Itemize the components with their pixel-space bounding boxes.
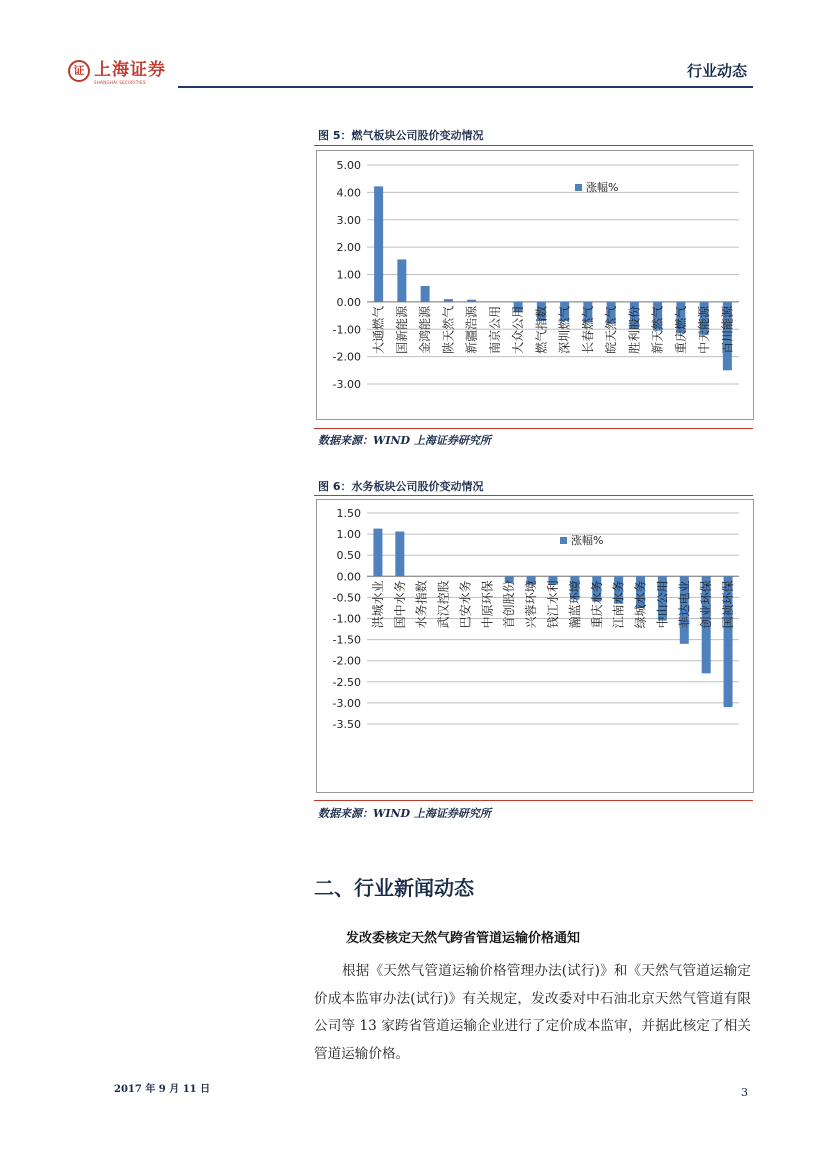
report-type-title: 行业动态 <box>686 62 747 80</box>
category-label: 百川能源 <box>720 305 735 354</box>
bar-1 <box>374 186 383 302</box>
y-tick-label: 0.50 <box>336 549 361 563</box>
y-tick-label: -2.00 <box>332 350 361 364</box>
page-number: 3 <box>741 1086 748 1099</box>
figure-6-title-rule <box>314 495 753 496</box>
category-label: 钱江水利 <box>546 580 560 629</box>
bar-3 <box>421 286 430 302</box>
y-tick-label: -3.00 <box>332 696 361 710</box>
bar-1 <box>373 529 382 577</box>
category-label: 深圳燃气 <box>557 305 572 354</box>
category-label: 武汉控股 <box>436 580 451 629</box>
category-label: 创业环保 <box>699 580 714 629</box>
category-label: 江南水务 <box>611 580 626 629</box>
category-label: 首创股份 <box>502 580 517 629</box>
y-tick-label: -2.50 <box>332 675 361 689</box>
category-label: 胜利股份 <box>627 305 642 354</box>
category-label: 陕天然气 <box>441 305 456 354</box>
category-label: 菲达电业 <box>677 580 692 629</box>
legend-swatch <box>575 184 582 191</box>
category-label: 长春燃气 <box>580 305 595 354</box>
category-label: 中天能源 <box>697 305 712 354</box>
logo-text: 上海证券 <box>94 60 166 80</box>
header-divider <box>178 86 753 88</box>
y-tick-label: -3.00 <box>332 378 361 391</box>
y-tick-label: 0.00 <box>336 570 361 584</box>
bar-2 <box>397 259 406 301</box>
category-label: 国中水务 <box>392 580 407 629</box>
y-tick-label: -1.00 <box>332 612 361 626</box>
category-label: 重庆水务 <box>589 580 604 629</box>
category-label: 瀚蓝环境 <box>567 580 582 629</box>
category-label: 国新能源 <box>394 305 409 354</box>
y-tick-label: 0.00 <box>336 295 361 309</box>
figure-6-bottom-rule <box>314 800 753 801</box>
news-title: 发改委核定天然气跨省管道运输价格通知 <box>346 931 581 946</box>
logo-seal-icon: 证 <box>68 60 90 82</box>
gas-sector-price-change-chart <box>317 151 753 419</box>
category-label: 燃气指数 <box>534 305 549 354</box>
category-label: 新疆浩源 <box>464 305 479 354</box>
y-tick-label: -2.00 <box>332 654 361 668</box>
y-tick-label: 1.00 <box>336 268 361 282</box>
category-label: 重庆燃气 <box>673 305 688 354</box>
legend-label: 涨幅% <box>586 181 619 194</box>
category-label: 大通燃气 <box>371 305 386 354</box>
category-label: 国祯环保 <box>721 580 736 629</box>
category-label: 兴蓉环境 <box>524 580 539 629</box>
company-logo <box>68 60 178 88</box>
legend-label: 涨幅% <box>571 534 604 547</box>
figure-5-source: 数据来源：WIND 上海证券研究所 <box>318 434 491 447</box>
category-label: 大众公用 <box>511 305 526 354</box>
category-label: 南京公用 <box>487 305 502 354</box>
figure-6-source: 数据来源：WIND 上海证券研究所 <box>318 807 491 820</box>
figure-5-chart-frame <box>316 150 754 420</box>
y-tick-label: 4.00 <box>336 186 361 200</box>
y-tick-label: 1.50 <box>336 507 361 520</box>
section-heading: 二、行业新闻动态 <box>314 876 474 900</box>
figure-6-title: 图 6：水务板块公司股价变动情况 <box>318 480 484 493</box>
y-tick-label: -3.50 <box>332 718 361 731</box>
bar-4 <box>444 299 453 302</box>
category-label: 水务指数 <box>414 580 429 629</box>
category-label: 中山公用 <box>655 580 670 629</box>
figure-5-title-rule <box>314 145 753 146</box>
y-tick-label: 2.00 <box>336 241 361 255</box>
category-label: 中原环保 <box>480 580 495 629</box>
category-label: 巴安水务 <box>458 580 473 629</box>
figure-6-chart-frame <box>316 499 754 793</box>
category-label: 金鸿能源 <box>418 305 433 354</box>
footer-date: 2017 年 9 月 11 日 <box>114 1084 211 1095</box>
bar-2 <box>395 532 404 577</box>
figure-5-bottom-rule <box>314 428 753 429</box>
water-sector-price-change-chart <box>317 500 753 792</box>
bar-5 <box>467 300 476 302</box>
y-tick-label: -1.00 <box>332 323 361 337</box>
y-tick-label: 5.00 <box>336 159 361 172</box>
news-body: 根据《天然气管道运输价格管理办法(试行)》和《天然气管道运输定价成本监审办法(试行)》有关规定，发改委对中石油北京天然气管道有限公司等 13 家跨省管道运输企业进行了定价成本监审，并据此核定了相关管道运输价格。 <box>314 963 751 1062</box>
y-tick-label: 3.00 <box>336 213 361 227</box>
category-label: 绿城水务 <box>633 580 648 629</box>
category-label: 皖天然气 <box>604 305 619 354</box>
y-tick-label: 1.00 <box>336 528 361 542</box>
legend-swatch <box>560 537 567 544</box>
category-label: 洪城水业 <box>370 580 385 629</box>
y-tick-label: -1.50 <box>332 633 361 647</box>
figure-5-title: 图 5：燃气板块公司股价变动情况 <box>318 129 484 142</box>
logo-subtext: SHANGHAI SECURITIES <box>94 80 146 85</box>
y-tick-label: -0.50 <box>332 591 361 605</box>
category-label: 新天然气 <box>650 305 665 354</box>
